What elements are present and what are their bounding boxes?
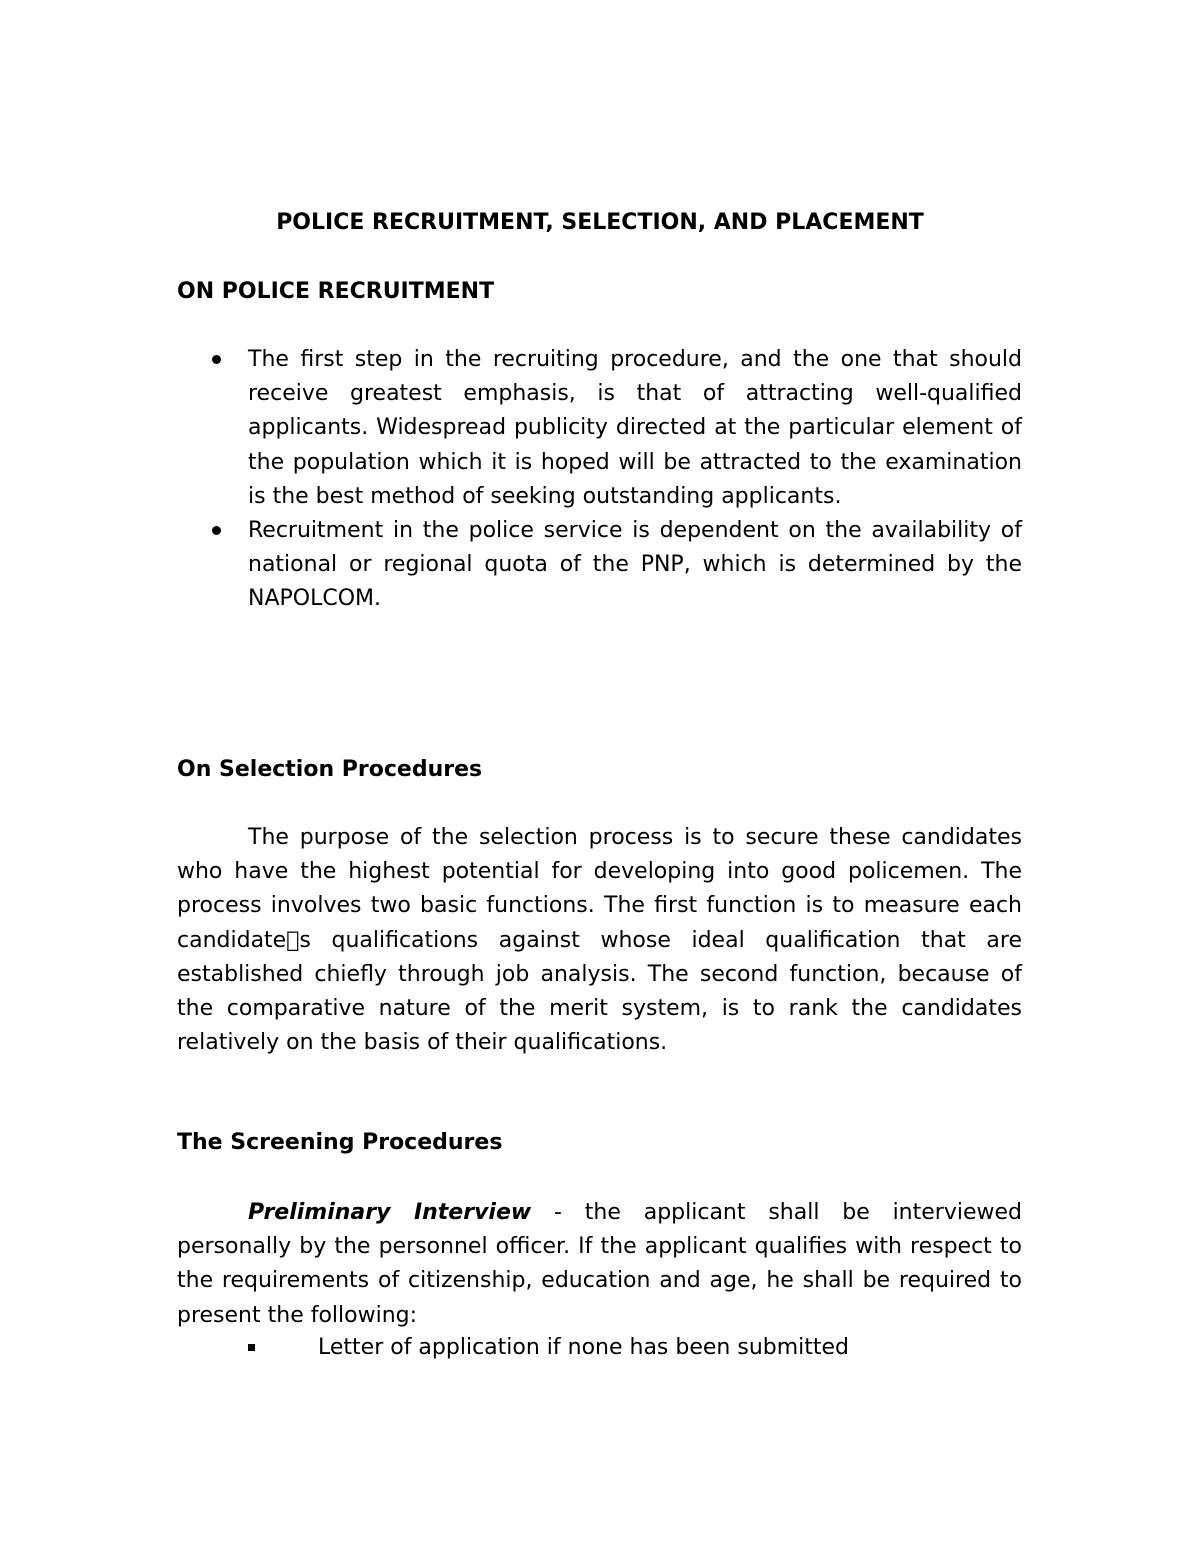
list-item — [248, 1331, 849, 1365]
square-bullet-icon — [248, 1344, 255, 1351]
bullet-text: The first step in the recruiting procedure, and the one that should receive greatest emphasis, is that of attracting well-qualified applicants. Widespread publicity directed at the particular element of the population which it is hoped will be attracted to the examination is the best method of seeking outstanding applicants. — [248, 347, 1022, 509]
preliminary-interview-term: Preliminary Interview — [248, 1200, 532, 1225]
recruitment-heading: ON POLICE RECRUITMENT — [177, 279, 495, 304]
screening-heading: The Screening Procedures — [177, 1130, 503, 1155]
selection-paragraph: The purpose of the selection process is to secure these candidates who have the highest potential for developing into good policemen. The process involves two basic functions. The first function is to measure each candidate s qualifications against whose ideal qualification that are established chiefly through job analysis. The second function, because of the comparative nature of the merit system, is to rank the candidates relatively on the basis of their qualifications. — [177, 825, 1022, 1056]
list-item — [248, 343, 1022, 514]
recruitment-bullet-list — [248, 343, 1022, 617]
requirement-text: Letter of application if none has been submitted — [318, 1335, 850, 1360]
preliminary-interview-paragraph — [177, 1196, 1022, 1333]
bullet-icon — [212, 526, 221, 535]
requirements-list — [248, 1331, 849, 1365]
bullet-text: Recruitment in the police service is dependent on the availability of national or regional quota of the PNP, which is determined by the NAPOLCOM. — [248, 518, 1022, 612]
document-title: POLICE RECRUITMENT, SELECTION, AND PLACEMENT — [276, 210, 924, 235]
bullet-icon — [212, 355, 221, 364]
selection-heading: On Selection Procedures — [177, 757, 483, 782]
list-item — [248, 514, 1022, 617]
preliminary-interview-text: - the applicant shall be interviewed personally by the personnel officer. If the applicant qualifies with respect to the requirements of citizenship, education and age, he shall be required to present the following: — [177, 1200, 1022, 1328]
